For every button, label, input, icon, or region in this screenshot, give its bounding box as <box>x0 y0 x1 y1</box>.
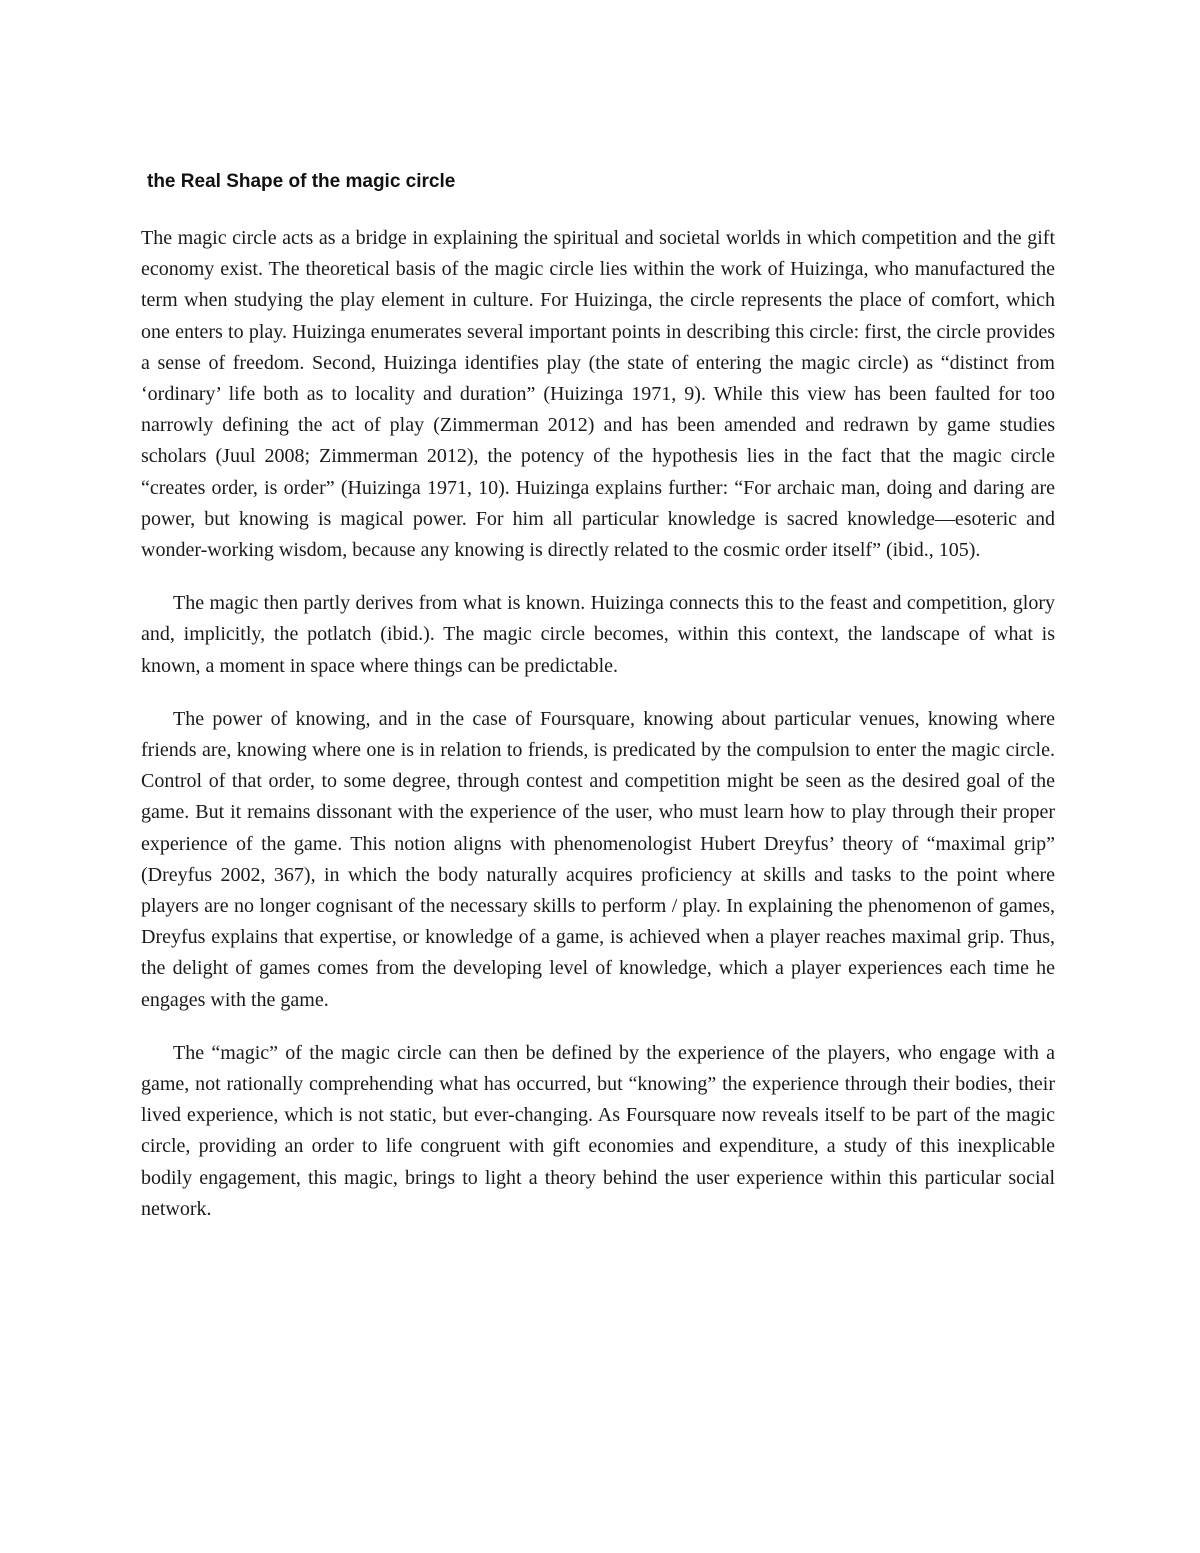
paragraph-4: The “magic” of the magic circle can then be defined by the experience of the players, who engage with a game, not rationally comprehending what has occurred, but “knowing” the experience through their bodies, their lived experience, which is not static, but ever-changing. As Foursquare now reveals itself to be part of the magic circle, providing an order to life congruent with gift economies and expenditure, a study of this inexplicable bodily engagement, this magic, brings to light a theory behind the user experience within this particular social network. <box>141 1041 1055 1220</box>
document-body <box>141 168 1055 1247</box>
paragraph-2: The magic then partly derives from what is known. Huizinga connects this to the feast and competition, glory and, implicitly, the potlatch (ibid.). The magic circle becomes, within this context, the landscape of what is known, a moment in space where things can be predictable. <box>141 592 1055 677</box>
paragraph-1: The magic circle acts as a bridge in explaining the spiritual and societal worlds in which competition and the gift economy exist. The theoretical basis of the magic circle lies within the work of Huizinga, who manufactured the term when studying the play element in culture. For Huizinga, the circle represents the place of comfort, which one enters to play. Huizinga enumerates several important points in describing this circle: first, the circle provides a sense of freedom. Second, Huizinga identifies play (the state of entering the magic circle) as “distinct from ‘ordinary’ life both as to locality and duration” (Huizinga 1971, 9). While this view has been faulted for too narrowly defining the act of play (Zimmerman 2012) and has been amended and redrawn by game studies scholars (Juul 2008; Zimmerman 2012), the potency of the hypothesis lies in the fact that the magic circle “creates order, is order” (Huizinga 1971, 10). Huizinga explains further: “For archaic man, doing and daring are power, but knowing is magical power. For him all particular knowledge is sacred knowledge—esoteric and wonder-working wisdom, because any knowing is directly related to the cosmic order itself” (ibid., 105). <box>141 227 1055 562</box>
paragraph-3: The power of knowing, and in the case of Foursquare, knowing about particular venues, knowing where friends are, knowing where one is in relation to friends, is predicated by the compulsion to enter the magic circle. Control of that order, to some degree, through contest and competition might be seen as the desired goal of the game. But it remains dissonant with the experience of the user, who must learn how to play through their proper experience of the game. This notion aligns with phenomenologist Hubert Dreyfus’ theory of “maximal grip” (Dreyfus 2002, 367), in which the body naturally acquires proficiency at skills and tasks to the point where players are no longer cognisant of the necessary skills to perform / play. In explaining the phenomenon of games, Dreyfus explains that expertise, or knowledge of a game, is achieved when a player reaches maximal grip. Thus, the delight of games comes from the developing level of knowledge, which a player experiences each time he engages with the game. <box>141 707 1055 1011</box>
section-heading: the Real Shape of the magic circle <box>147 171 456 192</box>
